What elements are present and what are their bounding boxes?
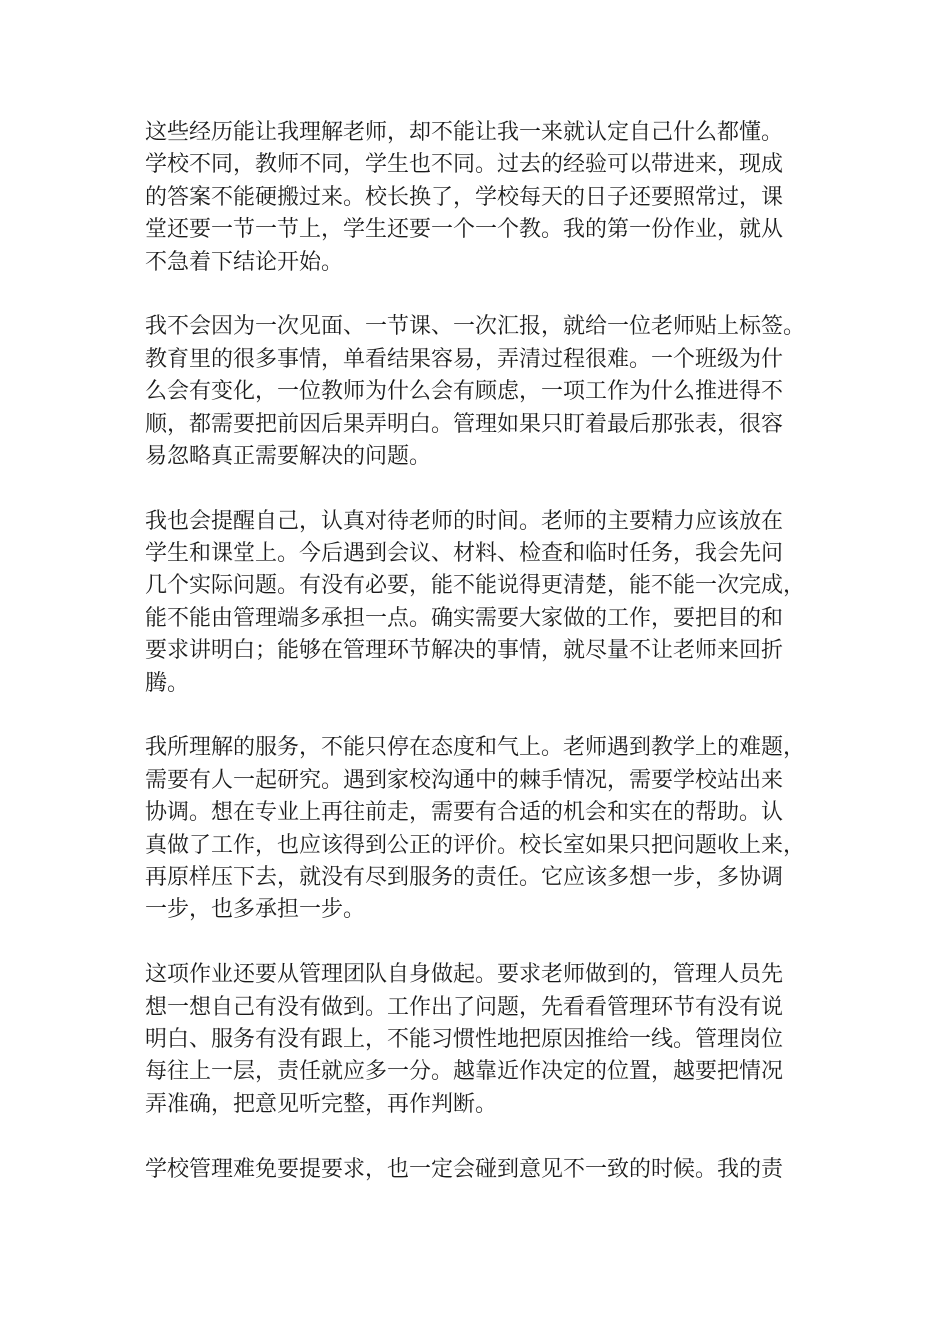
- text-line: 教育里的很多事情，单看结果容易，弄清过程很难。一个班级为什: [145, 346, 784, 372]
- document-body: [145, 117, 805, 1218]
- text-line: 腾。: [145, 670, 190, 696]
- text-line: 我也会提醒自己，认真对待老师的时间。老师的主要精力应该放在: [145, 508, 784, 534]
- text-line: 弄准确，把意见听完整，再作判断。: [145, 1091, 498, 1117]
- paragraph-3: [145, 506, 805, 700]
- text-line: 的答案不能硬搬过来。校长换了，学校每天的日子还要照常过，课: [145, 184, 784, 210]
- text-line: 这些经历能让我理解老师，却不能让我一来就认定自己什么都懂。: [145, 120, 784, 145]
- text-line: 不急着下结论开始。: [145, 249, 344, 275]
- text-line: 真做了工作，也应该得到公正的评价。校长室如果只把问题收上来，: [145, 832, 806, 858]
- text-line: 再原样压下去，就没有尽到服务的责任。它应该多想一步，多协调: [145, 864, 784, 890]
- text-line: 想一想自己有没有做到。工作出了问题，先看看管理环节有没有说: [145, 994, 784, 1020]
- text-line: 需要有人一起研究。遇到家校沟通中的棘手情况，需要学校站出来: [145, 767, 784, 793]
- text-line: 么会有变化，一位教师为什么会有顾虑，一项工作为什么推进得不: [145, 379, 784, 405]
- text-line: 能不能由管理端多承担一点。确实需要大家做的工作，要把目的和: [145, 605, 784, 631]
- text-line: 几个实际问题。有没有必要，能不能说得更清楚，能不能一次完成，: [145, 573, 806, 599]
- text-line: 这项作业还要从管理团队自身做起。要求老师做到的，管理人员先: [145, 962, 784, 988]
- text-line: 顺，都需要把前因后果弄明白。管理如果只盯着最后那张表，很容: [145, 411, 784, 437]
- paragraph-6: [145, 1154, 805, 1186]
- text-line: 我不会因为一次见面、一节课、一次汇报，就给一位老师贴上标签。: [145, 314, 806, 340]
- text-line: 学生和课堂上。今后遇到会议、材料、检查和临时任务，我会先问: [145, 541, 784, 567]
- text-line: 每往上一层，责任就应多一分。越靠近作决定的位置，越要把情况: [145, 1059, 784, 1085]
- text-line: 学校不同，教师不同，学生也不同。过去的经验可以带进来，现成: [145, 152, 784, 178]
- paragraph-1: [145, 117, 805, 279]
- paragraph-4: [145, 732, 805, 926]
- text-line: 我所理解的服务，不能只停在态度和气上。老师遇到教学上的难题，: [145, 735, 806, 761]
- text-line: 要求讲明白；能够在管理环节解决的事情，就尽量不让老师来回折: [145, 638, 784, 664]
- text-line: 协调。想在专业上再往前走，需要有合适的机会和实在的帮助。认: [145, 800, 784, 826]
- text-line: 堂还要一节一节上，学生还要一个一个教。我的第一份作业，就从: [145, 217, 784, 243]
- text-line: 一步，也多承担一步。: [145, 897, 366, 923]
- text-line: 明白、服务有没有跟上，不能习惯性地把原因推给一线。管理岗位: [145, 1026, 784, 1052]
- text-line: 学校管理难免要提要求，也一定会碰到意见不一致的时候。我的责: [145, 1156, 784, 1182]
- paragraph-5: [145, 959, 805, 1121]
- paragraph-2: [145, 311, 805, 473]
- text-line: 易忽略真正需要解决的问题。: [145, 443, 432, 469]
